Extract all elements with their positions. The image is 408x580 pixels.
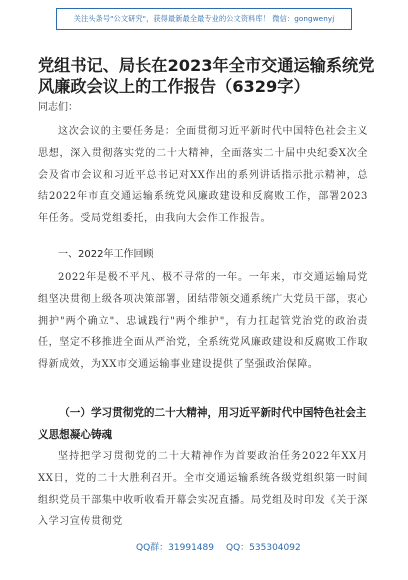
paragraph-review: 2022年是极不平凡、极不寻常的一年。一年来，市交通运输局党组坚决贯彻上级各项决策部署，团结带领交通系统广大党员干部，衷心拥护"两个确立"、忠诚践行"两个维护"，有力扛起管党治党的政治责任，坚定不移推进全面从严治党，全系统党风廉政建设和反腐败工作取得新成效，为XX市交通运输事业建设提供了坚强政治保障。 [38,272,368,371]
qq-group-text: QQ群：31991489 [136,543,214,553]
salutation: 同志们： [38,102,78,113]
document-title: 党组书记、局长在2023年全市交通运输系统党风廉政会议上的工作报告（6329字） [38,56,375,96]
promo-banner: 关注头条号"公文研究"，获得最新最全最专业的公文资料库！ 微信：gongwenyj [56,8,352,30]
paragraph-study: 坚持把学习贯彻党的二十大精神作为首要政治任务2022年XX月XX日，党的二十大胜利召开。全市交通运输系统各级党组织第一时间组织党员干部集中收听收看开幕会实况直播。局党组及时印发《关于深入学习宣传贯彻党 [38,451,368,528]
sub-heading: （一）学习贯彻党的二十大精神，用习近平新时代中国特色社会主义思想凝心铸魂 [38,407,367,441]
paragraph-intro: 这次会议的主要任务是：全面贯彻习近平新时代中国特色社会主义思想，深入贯彻落实党的二十大精神，全面落实二十届中央纪委X次全会及省市会议和习近平总书记对XX作出的系列讲话指示批示精神，总结2022年市直交通运输系统党风廉政建设和反腐败工作，部署2023年任务。受局党组委托，由我向大会作工作报告。 [38,126,368,225]
qq-contact-text: QQ：535304092 [226,543,301,553]
section-heading: 一、2022年工作回顾 [58,249,154,260]
